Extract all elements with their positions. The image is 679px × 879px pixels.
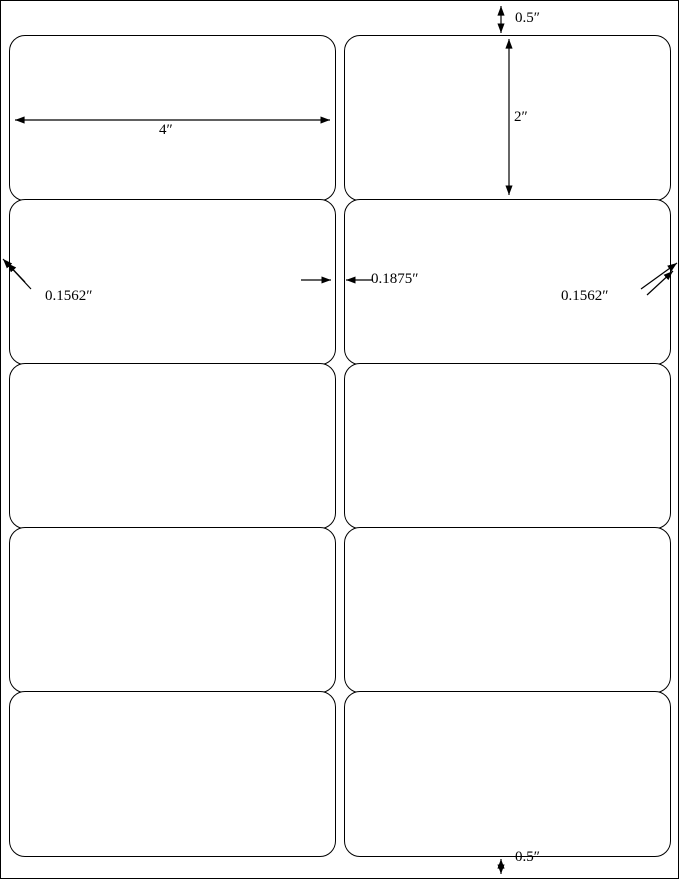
label-r5c1[interactable] xyxy=(9,691,336,857)
top-margin-text: 0.5″ xyxy=(515,10,540,26)
label-r1c2[interactable] xyxy=(344,35,671,201)
horizontal-gap-text: 0.1875″ xyxy=(371,271,419,287)
label-r1c1[interactable] xyxy=(9,35,336,201)
label-height-text: 2″ xyxy=(514,109,528,125)
bottom-margin-text: 0.5″ xyxy=(515,849,540,865)
label-r5c2[interactable] xyxy=(344,691,671,857)
label-width-text: 4″ xyxy=(159,122,173,138)
left-margin-text: 0.1562″ xyxy=(45,288,93,304)
label-r4c2[interactable] xyxy=(344,527,671,693)
label-r3c1[interactable] xyxy=(9,363,336,529)
label-r4c1[interactable] xyxy=(9,527,336,693)
right-margin-text: 0.1562″ xyxy=(561,288,609,304)
label-r2c1[interactable] xyxy=(9,199,336,365)
label-r3c2[interactable] xyxy=(344,363,671,529)
